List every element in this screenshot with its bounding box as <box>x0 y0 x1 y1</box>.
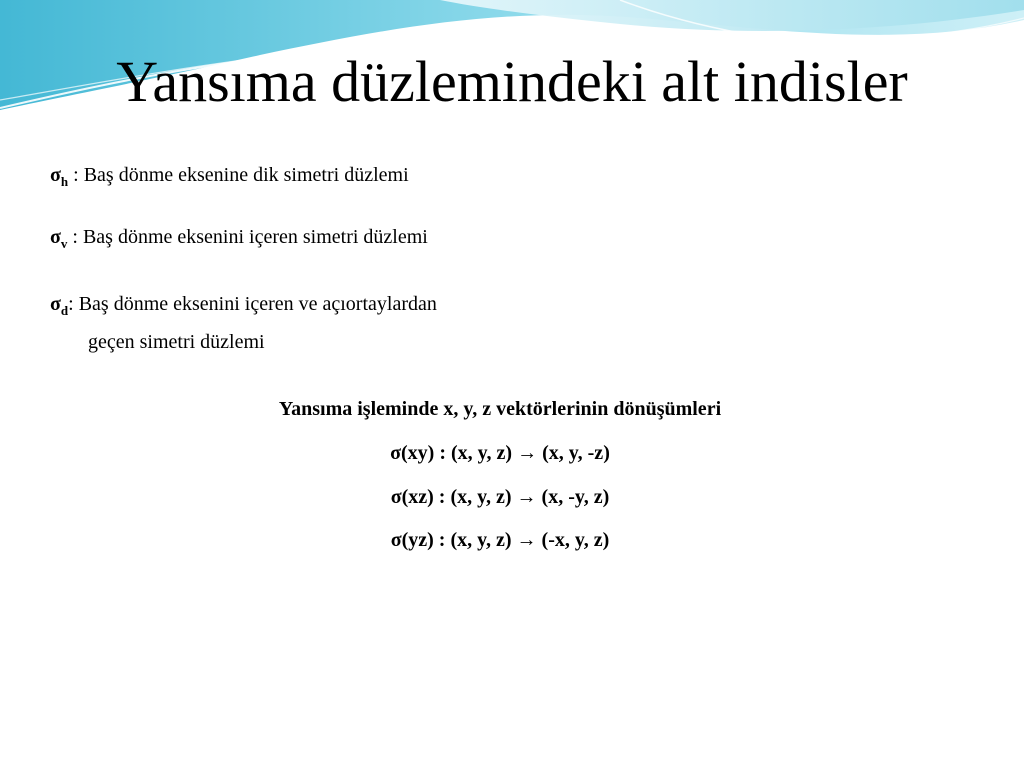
definition-text-continuation: geçen simetri düzlemi <box>88 331 265 353</box>
subscript-d: d <box>60 303 69 318</box>
separator: : <box>68 293 79 315</box>
equation-xy: σ(xy) : (x, y, z) → (x, y, -z) <box>390 442 610 464</box>
definition-sigma-v <box>50 225 428 249</box>
definition-text: Baş dönme eksenine dik simetri düzlemi <box>83 164 409 186</box>
sigma-symbol: σ <box>50 226 61 248</box>
subscript-v: v <box>60 236 68 251</box>
equation-yz: σ(yz) : (x, y, z) → (-x, y, z) <box>390 529 610 551</box>
slide-title: Yansıma düzlemindeki alt indisler <box>116 49 908 114</box>
transform-heading: Yansıma işleminde x, y, z vektörlerinin dönüşümleri <box>278 398 722 420</box>
subscript-h: h <box>60 174 69 189</box>
definition-text: Baş dönme eksenini içeren ve açıortaylardan <box>78 293 437 315</box>
separator: : <box>67 226 83 248</box>
separator: : <box>68 164 84 186</box>
sigma-symbol: σ <box>50 293 61 315</box>
equation-xz: σ(xz) : (x, y, z) → (x, -y, z) <box>390 486 610 508</box>
definition-text: Baş dönme eksenini içeren simetri düzlemi <box>82 226 428 248</box>
definition-sigma-h <box>50 163 409 187</box>
sigma-symbol: σ <box>50 164 61 186</box>
definition-sigma-d <box>50 292 437 354</box>
